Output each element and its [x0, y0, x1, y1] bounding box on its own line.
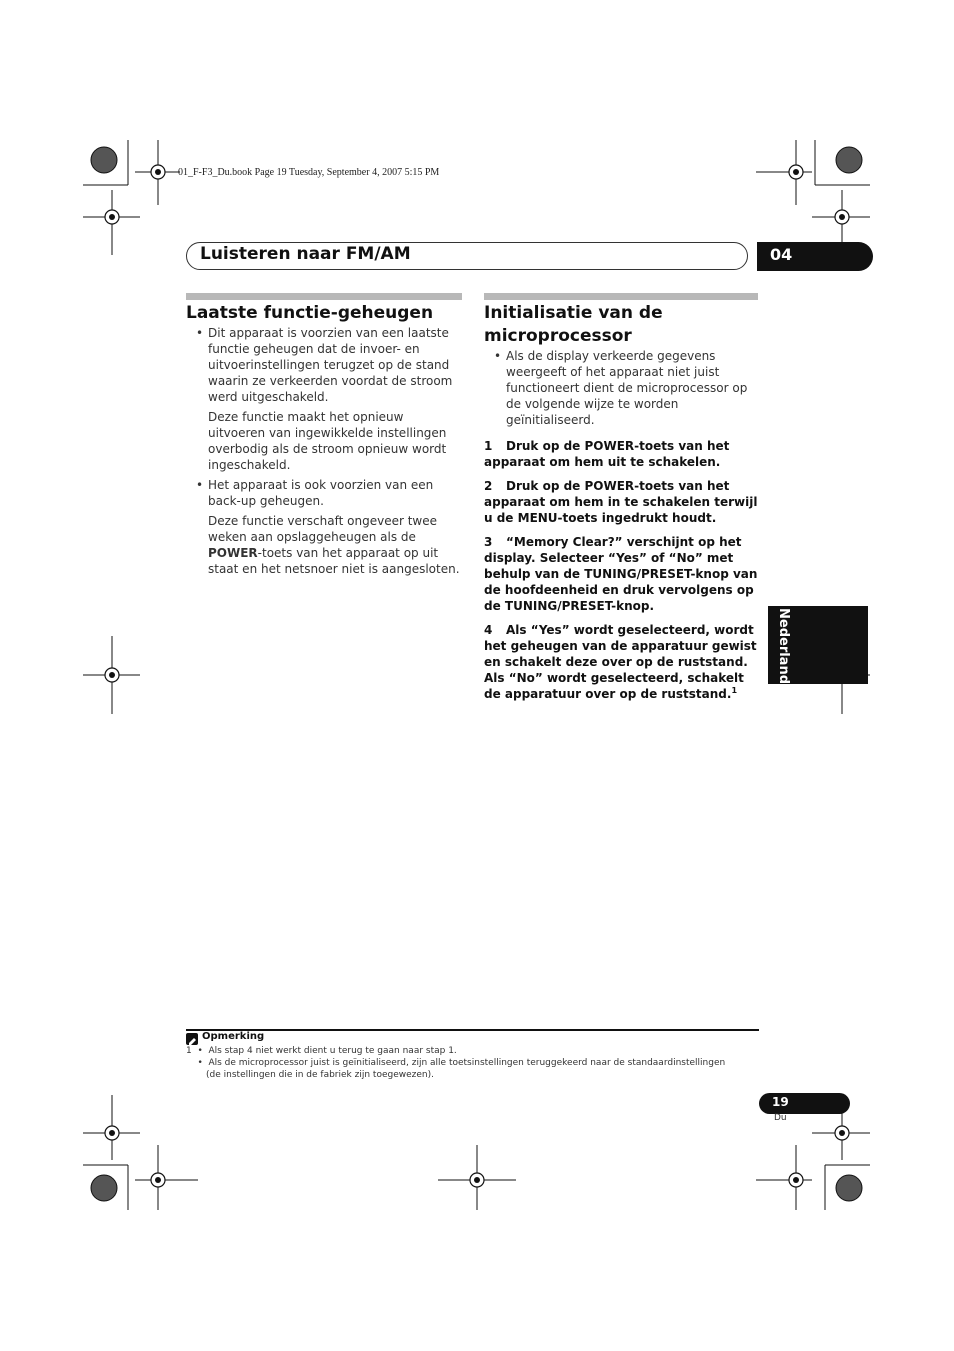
step-2: 2 Druk op de POWER-toets van het apparaat om hem in te schakelen terwijl u de MENU-toets ingedrukt houdt. [484, 479, 758, 525]
page-language: Du [774, 1113, 787, 1123]
note-pencil-icon [186, 1033, 198, 1045]
language-tab-label: Nederlands [776, 608, 791, 692]
list-item: • Dit apparaat is voorzien van een laatste functie geheugen dat de invoer- en uitvoerinstellingen terugzet op de stand waarin ze verkeerden voordat de stroom werd uitgeschakeld. [196, 326, 453, 404]
paragraph: Deze functie verschaft ongeveer twee weken aan opslaggeheugen als de POWER-toets van het apparaat op uit staat en het netsnoer niet is aangesloten. [208, 514, 460, 576]
section-title-memory: Laatste functie-geheugen [186, 303, 434, 323]
book-info: 01_F-F3_Du.book Page 19 Tuesday, September 4, 2007 5:15 PM [178, 167, 440, 178]
left-column [186, 293, 462, 581]
note-line: (de instellingen die in de fabriek zijn toegewezen). [186, 1070, 434, 1080]
note-title: Opmerking [202, 1031, 265, 1042]
chapter-title: Luisteren naar FM/AM [200, 244, 411, 264]
step-1: 1 Druk op de POWER-toets van het apparaat om hem uit te schakelen. [484, 439, 730, 469]
paragraph: Deze functie maakt het opnieuw uitvoeren van ingewikkelde instellingen overbodig als de stroom opnieuw wordt ingeschakeld. [208, 410, 447, 472]
section-bar [484, 293, 758, 300]
section-body-init [484, 348, 758, 428]
note-rule [186, 1029, 759, 1031]
note-line: 1 • Als stap 4 niet werkt dient u terug te gaan naar stap 1. [186, 1046, 457, 1056]
chapter-number: 04 [770, 245, 793, 264]
list-item: • Als de display verkeerde gegevens weergeeft of het apparaat niet juist functioneert dient de microprocessor op de volgende wijze te worden geïnitialiseerd. [494, 349, 748, 427]
step-3: 3 “Memory Clear?” verschijnt op het display. Selecteer “Yes” of “No” met behulp van de TUNING/PRESET-knop van de hoofdeenheid en druk vervolgens op de TUNING/PRESET-knop. [484, 535, 758, 613]
step-4: 4 Als “Yes” wordt geselecteerd, wordt het geheugen van de apparatuur gewist en schakelt deze over op de ruststand. Als “No” wordt geselecteerd, schakelt de apparatuur over op de ruststand.$^1$ [484, 623, 757, 701]
page-number: 19 [772, 1095, 789, 1109]
section-bar [186, 293, 462, 300]
section-body-memory [186, 325, 462, 577]
section-title-init: Initialisatie van de microprocessor [484, 303, 663, 346]
right-column [484, 293, 758, 710]
footnote-ref: 1 [731, 686, 738, 695]
list-item: • Het apparaat is ook voorzien van een back-up geheugen. [196, 478, 434, 508]
note-body [186, 1045, 725, 1081]
note-line: • Als de microprocessor juist is geïnitialiseerd, zijn alle toetsinstellingen teruggekeerd naar de standaardinstellingen [186, 1058, 726, 1068]
